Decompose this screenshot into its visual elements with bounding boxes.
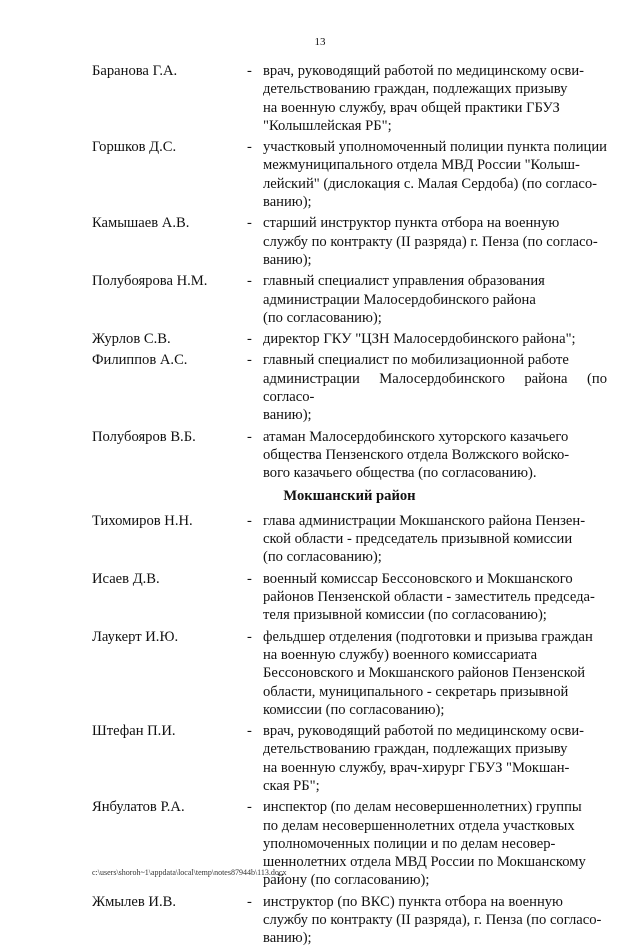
member-entry [92,214,607,269]
member-role: главный специалист по мобилизационной работе администрации Малосердобинского района (по согласо- ванию); [263,352,607,424]
member-role: старший инструктор пункта отбора на военную службу по контракту (II разряда) г. Пенза (по согласо- ванию); [263,215,598,268]
member-entry [92,570,607,625]
dash-separator: - [247,215,252,232]
member-name: Лаукерт И.Ю. [92,628,179,645]
member-entry [92,351,607,424]
member-role: участковый уполномоченный полиции пункта полиции межмуниципального отдела МВД России "Колыш- лейский" (дислокация с. Малая Сердоба) (по согласо- ванию); [263,139,607,211]
member-name: Тихомиров Н.Н. [92,512,193,529]
member-name: Полубоярова Н.М. [92,273,208,290]
member-name: Горшков Д.С. [92,139,177,156]
member-name: Янбулатов Р.А. [92,799,185,816]
dash-separator: - [247,63,252,79]
member-role: инспектор (по делам несовершеннолетних) группы по делам несовершеннолетних отдела участковых уполномоченных полиции и по делам несовер- шеннолетних отдела МВД России по Мокшанскому району (по согласованию); [263,799,586,889]
member-role: фельдшер отделения (подготовки и призыва граждан на военную службу) военного комиссариата Бессоновского и Мокшанского районов Пензенской области, муниципального - секретарь призывной комиссии (по согласованию); [263,628,593,718]
member-name: Камышаев А.В. [92,215,190,232]
page-number: 13 [314,36,326,48]
dash-separator: - [247,428,252,445]
member-entry [92,893,607,948]
footer-file-path: c:\users\shoroh~1\appdata\local\temp\notes87944b\113.docx [92,868,287,877]
dash-separator: - [247,628,252,645]
dash-separator: - [247,512,252,529]
member-name: Исаев Д.В. [92,570,160,587]
member-role: атаман Малосердобинского хуторского казачьего общества Пензенского отдела Волжского войско- вого казачьего общества (по согласованию). [263,428,570,482]
member-entry [92,62,607,135]
dash-separator: - [247,799,252,816]
dash-separator: - [247,273,252,290]
member-entry [92,628,607,719]
member-role: военный комиссар Бессоновского и Мокшанского районов Пензенской области - заместитель председа- теля призывной комиссии (по согласованию); [263,570,595,624]
member-role: врач, руководящий работой по медицинскому осви- детельствованию граждан, подлежащих призыву на военную службу, врач-хирург ГБУЗ "Мокшан- ская РБ"; [263,723,584,794]
member-entry [92,722,607,795]
member-entry [92,138,607,211]
section-title: Мокшанский район [283,487,416,504]
member-name: Полубояров В.Б. [92,428,196,445]
member-name: Баранова Г.А. [92,63,178,79]
member-name: Штефан П.И. [92,723,176,740]
dash-separator: - [247,139,252,156]
dash-separator: - [247,723,252,740]
member-name: Филиппов А.С. [92,352,188,369]
entries-part-1 [92,62,607,483]
member-role: врач, руководящий работой по медицинскому осви- детельствованию граждан, подлежащих призыву на военную службу, врач общей практики ГБУЗ "Колышлейская РБ"; [263,63,584,134]
dash-separator: - [247,352,252,369]
member-role: инструктор (по ВКС) пункта отбора на военную службу по контракту (II разряда), г. Пенза (по согласо- ванию); [263,893,602,947]
member-role: главный специалист управления образования администрации Малосердобинского района (по согласованию); [263,273,545,326]
commission-member-list [92,62,607,948]
dash-separator: - [247,331,252,348]
member-name: Журлов С.В. [92,331,171,348]
entries-part-2 [92,512,607,948]
dash-separator: - [247,570,252,587]
member-role: глава администрации Мокшанского района Пензен- ской области - председатель призывной комиссии (по согласованию); [263,512,586,566]
member-entry [92,330,607,348]
dash-separator: - [247,893,252,910]
member-role: директор ГКУ "ЦЗН Малосердобинского района"; [263,331,576,348]
member-entry [92,272,607,327]
member-entry [92,428,607,483]
member-name: Жмылев И.В. [92,893,176,910]
member-entry [92,512,607,567]
